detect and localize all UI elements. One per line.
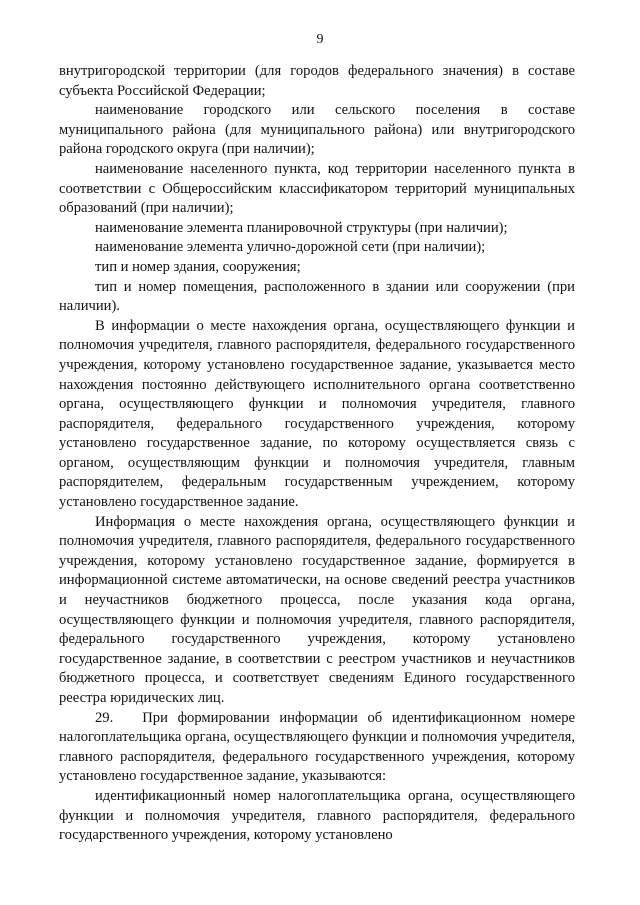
paragraph-2: наименование городского или сельского поселения в составе муниципального района (для муниципального района) или внутригородского района городского округа (при наличии);	[59, 102, 575, 158]
paragraph-6: тип и номер здания, сооружения;	[95, 258, 301, 275]
paragraph-9: Информация о месте нахождения органа, осуществляющего функции и полномочия учредителя, главного распорядителя, федерального государственного учреждения, которому установлено государственное задание, формируется в информационной системе автоматически, на основе сведений реестра участников и неучастников бюджетного процесса, после указания кода органа, осуществляющего функции и полномочия учредителя, главного распорядителя, федерального государственного учреждения, которому установлено государственное задание, в соответствии с реестром участников и неучастников бюджетного процесса, и соответствует сведениям Единого государственного реестра юридических лиц.	[59, 513, 575, 706]
paragraph-10-item-29: 29. При формировании информации об идентификационном номере налогоплательщика органа, осуществляющего функции и полномочия учредителя, главного распорядителя, федерального государственного учреждения, которому установлено государственное задание, указываются:	[59, 709, 575, 785]
page-number: 9	[316, 32, 324, 47]
paragraph-11: идентификационный номер налогоплательщика органа, осуществляющего функции и полномочия учредителя, главного распорядителя, федерального государственного учреждения, которому установлено	[59, 787, 575, 844]
document-body	[59, 62, 575, 846]
paragraph-4: наименование элемента планировочной структуры (при наличии);	[95, 219, 508, 236]
paragraph-5: наименование элемента улично-дорожной сети (при наличии);	[95, 239, 486, 256]
paragraph-8: В информации о месте нахождения органа, осуществляющего функции и полномочия учредителя, главного распорядителя, федерального государственного учреждения, которому установлено государственное задание, указывается место нахождения постоянно действующего исполнительного органа соответственно органа, осуществляющего функции и полномочия учредителя, главного распорядителя, федерального государственного учреждения, которому установлено государственное задание, по которому осуществляется связь с органом, осуществляющим функции и полномочия учредителя, главным распорядителем, федеральным государственным учреждением, которому установлено государственное задание.	[59, 317, 575, 511]
paragraph-1: внутригородской территории (для городов федерального значения) в составе субъекта Российской Федерации;	[59, 63, 575, 99]
paragraph-3: наименование населенного пункта, код территории населенного пункта в соответствии с Общероссийским классификатором территорий муниципальных образований (при наличии);	[59, 160, 575, 217]
paragraph-7: тип и номер помещения, расположенного в здании или сооружении (при наличии).	[59, 278, 575, 315]
